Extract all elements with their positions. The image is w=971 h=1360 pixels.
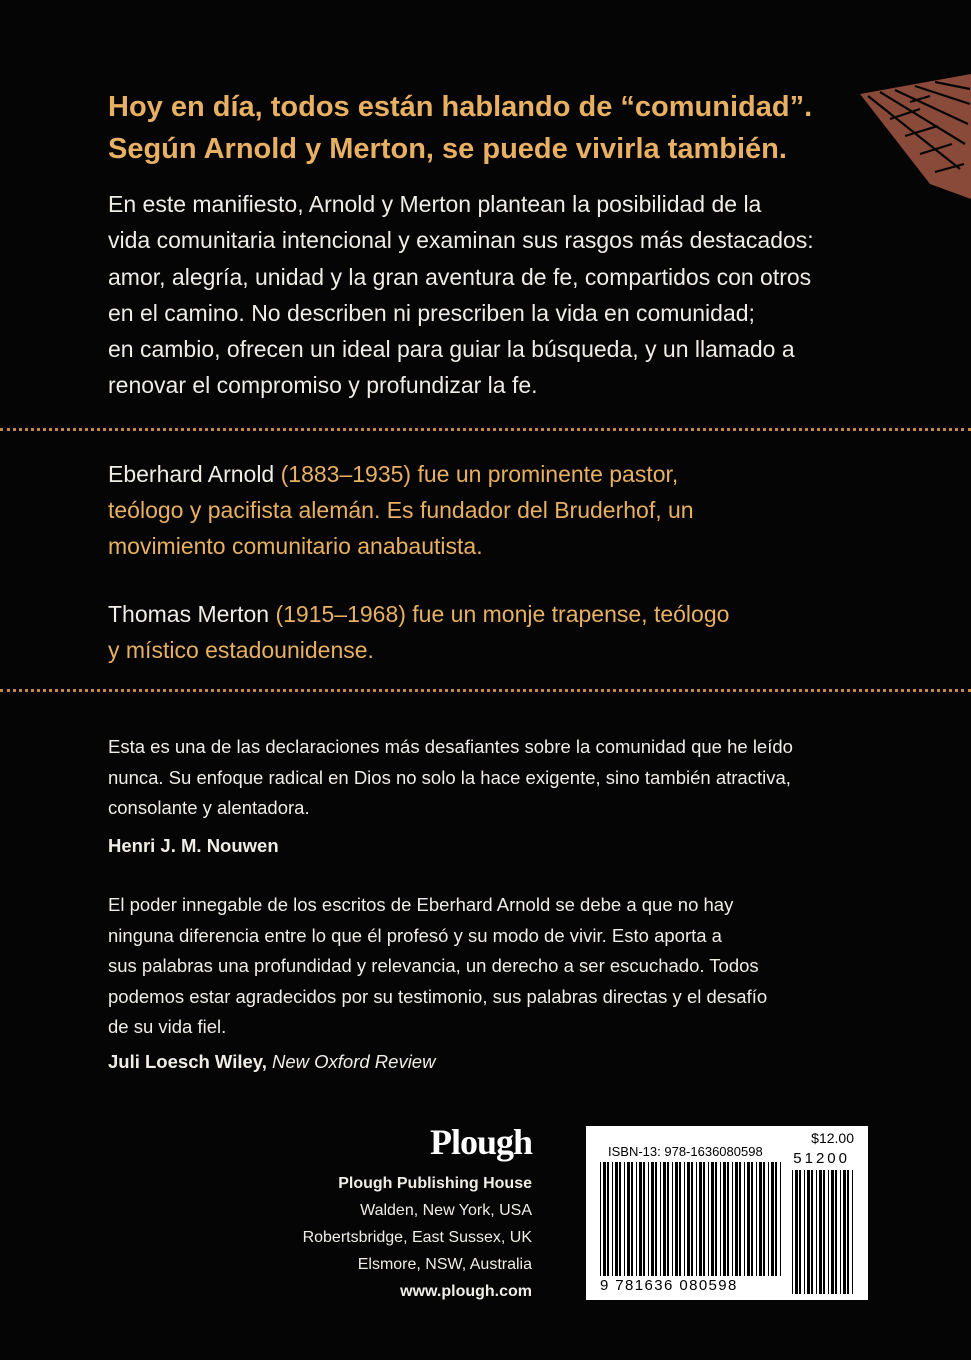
- headline: [108, 86, 868, 170]
- dotted-divider-top: [0, 428, 971, 431]
- intro-line: vida comunitaria intencional y examinan sus rasgos más destacados:: [108, 227, 814, 254]
- barcode-bar: [759, 1162, 762, 1276]
- barcode-bar: [651, 1162, 654, 1276]
- barcode-bar: [804, 1170, 805, 1294]
- quote-line: consolante y alentadora.: [108, 797, 310, 818]
- barcode-bar: [811, 1170, 813, 1294]
- barcode-bar: [723, 1162, 726, 1276]
- barcode-bar: [739, 1162, 741, 1276]
- bio-arnold-line: movimiento comunitario anabautista.: [108, 533, 483, 559]
- barcode-bar: [727, 1162, 729, 1276]
- dotted-divider-bottom: [0, 689, 971, 692]
- barcode-bar: [835, 1170, 837, 1294]
- barcode-bar: [720, 1162, 721, 1276]
- barcode-bar: [831, 1170, 834, 1294]
- quote-nouwen-author: [108, 834, 279, 858]
- barcode-bar: [663, 1162, 666, 1276]
- barcode-bar: [819, 1170, 822, 1294]
- bio-merton-line: y místico estadounidense.: [108, 637, 374, 663]
- quote-line: podemos estar agradecidos por su testimonio, sus palabras directas y el desafío: [108, 985, 768, 1007]
- barcode-bar: [667, 1162, 669, 1276]
- bio-arnold-line: teólogo y pacifista alemán. Es fundador del Bruderhof, un: [108, 497, 694, 523]
- publication-name: New Oxford Review: [271, 1051, 436, 1072]
- barcode-bar: [672, 1162, 673, 1276]
- price-label: $12.00: [811, 1130, 854, 1146]
- barcode-bar: [675, 1162, 678, 1276]
- barcode-bar: [828, 1170, 829, 1294]
- barcode-bar: [852, 1170, 853, 1294]
- author-name: Juli Loesch Wiley,: [108, 1051, 267, 1072]
- headline-line-2: Según Arnold y Merton, se puede vivirla también.: [108, 133, 787, 165]
- barcode-bar: [807, 1170, 810, 1294]
- barcode-bar: [643, 1162, 645, 1276]
- isbn-barcode: [586, 1126, 868, 1300]
- publisher-info: [303, 1170, 532, 1305]
- barcode-bar: [703, 1162, 705, 1276]
- barcode-bar: [792, 1170, 793, 1294]
- barcode-bar: [607, 1162, 609, 1276]
- barcode-bar: [636, 1162, 637, 1276]
- intro-line: en el camino. No describen ni prescriben la vida en comunidad;: [108, 299, 755, 326]
- barcode-bar: [735, 1162, 738, 1276]
- barcode-bar: [631, 1162, 633, 1276]
- intro-line: En este manifiesto, Arnold y Merton plantean la posibilidad de la: [108, 191, 762, 217]
- barcode-bar: [691, 1162, 693, 1276]
- barcode-bar: [732, 1162, 733, 1276]
- quote-line: nunca. Su enfoque radical en Dios no solo la hace exigente, sino también atractiva,: [108, 766, 791, 788]
- barcode-bar: [756, 1162, 757, 1276]
- quote-line: El poder innegable de los escritos de Eberhard Arnold se debe a que no hay: [108, 894, 734, 915]
- bio-arnold: [108, 456, 908, 564]
- barcode-bar: [751, 1162, 753, 1276]
- barcode-bar: [775, 1162, 777, 1276]
- bio-arnold-text: (1883–1935) fue un prominente pastor,: [274, 461, 679, 487]
- barcode-bar: [612, 1162, 613, 1276]
- barcode-bar: [711, 1162, 714, 1276]
- plough-logo: Plough: [429, 1122, 532, 1162]
- barcode-bar: [660, 1162, 661, 1276]
- bio-merton-text: (1915–1968) fue un monje trapense, teólogo: [269, 601, 730, 627]
- intro-line: renovar el compromiso y profundizar la fe.: [108, 372, 538, 399]
- intro-paragraph: [108, 186, 908, 404]
- bio-merton-name: Thomas Merton: [108, 601, 270, 627]
- barcode-bar: [843, 1170, 846, 1294]
- intro-line: amor, alegría, unidad y la gran aventura de fe, compartidos con otros: [108, 263, 812, 290]
- barcode-bar: [679, 1162, 681, 1276]
- barcode-bar: [615, 1162, 618, 1276]
- barcode-bar: [780, 1162, 781, 1276]
- barcode-bar: [696, 1162, 697, 1276]
- publisher-location: Elsmore, NSW, Australia: [357, 1256, 532, 1273]
- barcode-bar: [648, 1162, 649, 1276]
- publisher-location: Robertsbridge, East Sussex, UK: [302, 1229, 532, 1246]
- bio-merton: [108, 596, 908, 668]
- quote-wiley: [108, 890, 888, 1043]
- quote-line: ninguna diferencia entre lo que él profesó y su modo de vivir. Esto aporta a: [108, 924, 722, 946]
- barcode-bar: [639, 1162, 642, 1276]
- barcode-bar: [771, 1162, 774, 1276]
- ean-digits: 9 781636 080598: [600, 1277, 738, 1294]
- addon-digits: 51200: [793, 1150, 850, 1167]
- barcode-bar: [684, 1162, 685, 1276]
- barcode-bar: [699, 1162, 702, 1276]
- bio-arnold-name: Eberhard Arnold: [108, 461, 275, 487]
- publisher-location: Walden, New York, USA: [360, 1202, 532, 1219]
- headline-line-1: Hoy en día, todos están hablando de “comunidad”.: [108, 91, 813, 123]
- barcode-bar: [600, 1162, 601, 1276]
- barcode-bar: [747, 1162, 750, 1276]
- barcode-bar: [823, 1170, 825, 1294]
- quote-line: Esta es una de las declaraciones más desafiantes sobre la comunidad que he leído: [108, 736, 793, 757]
- barcode-bar: [708, 1162, 709, 1276]
- quote-line: sus palabras una profundidad y relevancia, un derecho a ser escuchado. Todos: [108, 955, 759, 976]
- intro-line: en cambio, ofrecen un ideal para guiar la búsqueda, y un llamado a: [108, 336, 795, 363]
- barcode-bar: [603, 1162, 606, 1276]
- barcode-bar: [627, 1162, 630, 1276]
- barcode-bar: [840, 1170, 841, 1294]
- barcode-bar: [715, 1162, 717, 1276]
- barcode-bar: [847, 1170, 849, 1294]
- quote-line: de su vida fiel.: [108, 1016, 227, 1037]
- barcode-bar: [655, 1162, 657, 1276]
- barcode-bar: [687, 1162, 690, 1276]
- barcode-bar: [816, 1170, 817, 1294]
- isbn-label: ISBN-13: 978-1636080598: [608, 1144, 763, 1159]
- quote-nouwen: [108, 732, 888, 824]
- publisher-url: www.plough.com: [400, 1283, 532, 1300]
- leaf-decoration-icon: [860, 74, 971, 199]
- quote-wiley-author: [108, 1050, 435, 1074]
- barcode-bar: [768, 1162, 769, 1276]
- barcode-bar: [624, 1162, 625, 1276]
- barcode-bar: [763, 1162, 765, 1276]
- barcode-bar: [799, 1170, 801, 1294]
- barcode-bar: [744, 1162, 745, 1276]
- barcode-bar: [795, 1170, 798, 1294]
- barcode-bar: [619, 1162, 621, 1276]
- publisher-name: Plough Publishing House: [338, 1175, 532, 1192]
- author-name: Henri J. M. Nouwen: [108, 835, 279, 856]
